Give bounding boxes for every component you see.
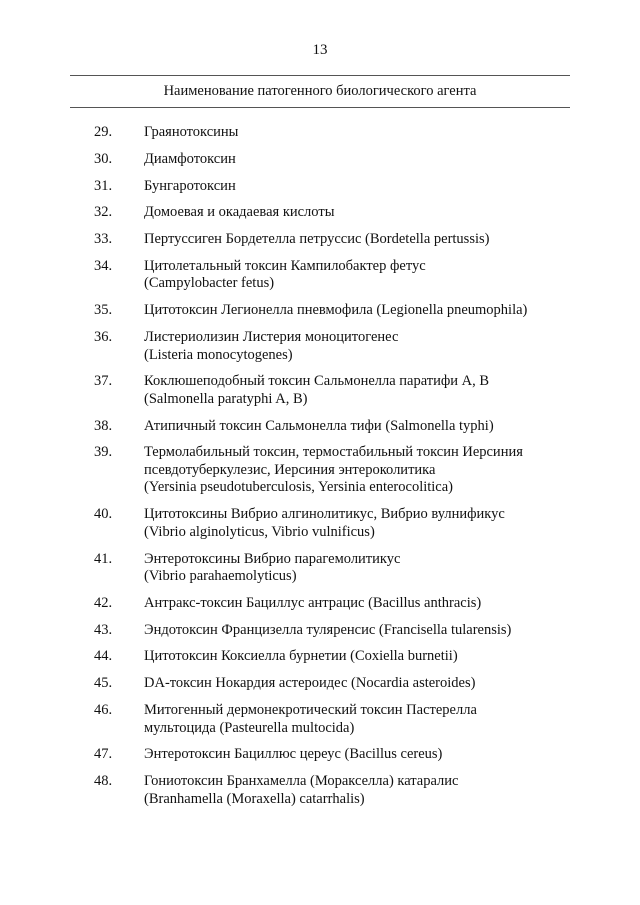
- list-item: [0, 595, 640, 613]
- list-item-text: [144, 258, 564, 293]
- list-item: [0, 373, 640, 408]
- list-item-line: (Vibrio parahaemolyticus): [144, 568, 297, 585]
- list-item-text: [144, 675, 564, 693]
- list-item-line: Граянотоксины: [144, 124, 239, 140]
- list-item-text: [144, 444, 564, 497]
- list-item: [0, 418, 640, 436]
- list-item-line: Атипичный токсин Сальмонелла тифи (Salmonella typhi): [144, 417, 494, 434]
- list-item-line: Цитотоксин Коксиелла бурнетии (Coxiella burnetii): [144, 648, 458, 665]
- list-item-number: 40.: [94, 506, 113, 523]
- list-item-text: [144, 702, 564, 737]
- list-item-number: 38.: [94, 417, 113, 434]
- list-item: [0, 258, 640, 293]
- list-item-line: мультоцида (Pasteurella multocida): [144, 719, 355, 736]
- list-item-number: 44.: [94, 648, 113, 665]
- list-item-number: 46.: [94, 702, 113, 719]
- header-bottom-rule: [70, 107, 570, 108]
- list-item: [0, 444, 640, 497]
- list-item-number: 45.: [94, 675, 113, 692]
- list-item-number: 29.: [94, 124, 113, 140]
- list-item: [0, 329, 640, 364]
- list-item-number: 37.: [94, 373, 113, 390]
- list-item-number: 43.: [94, 621, 113, 638]
- list-item-number: 36.: [94, 329, 113, 346]
- list-item: [0, 178, 640, 196]
- list-item-text: [144, 506, 564, 541]
- list-item-line: Энтеротоксин Бациллюс цереус (Bacillus cereus): [144, 746, 443, 763]
- list-item-line: Цитотоксины Вибрио алгинолитикус, Вибрио вулнификус: [144, 506, 505, 523]
- list-item-number: 34.: [94, 257, 113, 274]
- list-item-line: (Vibrio alginolyticus, Vibrio vulnificus): [144, 523, 375, 540]
- list-item-line: Антракс-токсин Бациллус антрацис (Bacillus anthracis): [144, 594, 482, 611]
- list-item-text: [144, 595, 564, 613]
- list-item-number: 31.: [94, 177, 113, 194]
- list-item: [0, 648, 640, 666]
- list-item-line: (Listeria monocytogenes): [144, 346, 293, 363]
- list-item-line: Цитотоксин Легионелла пневмофила (Legionella pneumophila): [144, 302, 528, 319]
- list-item: [0, 622, 640, 640]
- list-item-text: [144, 373, 564, 408]
- list-item-text: [144, 622, 564, 640]
- list-item-text: [144, 124, 564, 142]
- list-item-text: [144, 418, 564, 436]
- list-item-number: 41.: [94, 550, 113, 567]
- list-item-text: [144, 746, 564, 764]
- list-item-line: Домоевая и окадаевая кислоты: [144, 204, 335, 221]
- list-item: [0, 746, 640, 764]
- list-item: [0, 675, 640, 693]
- list-item-text: [144, 648, 564, 666]
- list-item-line: Митогенный дермонекротический токсин Пастерелла: [144, 702, 477, 719]
- list-item-text: [144, 231, 564, 249]
- list-item-line: Диамфотоксин: [144, 150, 236, 167]
- list-item-text: [144, 551, 564, 586]
- list-item-line: Термолабильный токсин, термостабильный токсин Иерсиния: [144, 444, 523, 461]
- list-item-text: [144, 302, 564, 320]
- list-item: [0, 506, 640, 541]
- list-item-number: 35.: [94, 302, 113, 319]
- header-top-rule: [70, 75, 570, 76]
- list-item-line: Бунгаротоксин: [144, 177, 236, 194]
- list-item: [0, 551, 640, 586]
- list-item-text: [144, 204, 564, 222]
- list-item-line: Эндотоксин Францизелла туляренсис (Francisella tularensis): [144, 621, 512, 638]
- list-item: [0, 702, 640, 737]
- list-item-text: [144, 329, 564, 364]
- list-item-line: (Branhamella (Moraxella) catarrhalis): [144, 790, 365, 807]
- list-item-number: 47.: [94, 746, 113, 763]
- list-item-number: 30.: [94, 150, 113, 167]
- page-number: 13: [312, 42, 328, 58]
- list-item-line: (Yersinia pseudotuberculosis, Yersinia enterocolitica): [144, 479, 454, 496]
- agent-list: [0, 124, 640, 817]
- list-item-line: Пертуссиген Бордетелла петруссис (Bordetella pertussis): [144, 231, 490, 248]
- list-item-line: Энтеротоксины Вибрио парагемолитикус: [144, 550, 401, 567]
- list-item: [0, 151, 640, 169]
- list-item-line: (Salmonella paratyphi A, B): [144, 390, 308, 407]
- list-item-line: Гониотоксин Бранхамелла (Моракселла) катаралис: [144, 773, 459, 790]
- list-item-number: 42.: [94, 594, 113, 611]
- list-item-line: псевдотуберкулезис, Иерсиния энтероколитика: [144, 461, 436, 478]
- list-item-number: 48.: [94, 773, 113, 790]
- list-item: [0, 773, 640, 808]
- list-item-line: DA-токсин Нокардия астероидес (Nocardia asteroides): [144, 675, 476, 692]
- list-item: [0, 204, 640, 222]
- list-item: [0, 302, 640, 320]
- list-item-number: 39.: [94, 444, 113, 461]
- list-item-line: (Campylobacter fetus): [144, 275, 275, 292]
- list-item-line: Листериолизин Листерия моноцитогенес: [144, 329, 399, 346]
- list-item-number: 32.: [94, 204, 113, 221]
- list-item-text: [144, 178, 564, 196]
- list-item-text: [144, 151, 564, 169]
- list-item-line: Коклюшеподобный токсин Сальмонелла паратифи А, В: [144, 373, 490, 390]
- list-item-number: 33.: [94, 231, 113, 248]
- table-header-title: Наименование патогенного биологического агента: [163, 83, 477, 99]
- list-item-text: [144, 773, 564, 808]
- list-item: [0, 124, 640, 142]
- list-item-line: Цитолетальный токсин Кампилобактер фетус: [144, 257, 426, 274]
- list-item: [0, 231, 640, 249]
